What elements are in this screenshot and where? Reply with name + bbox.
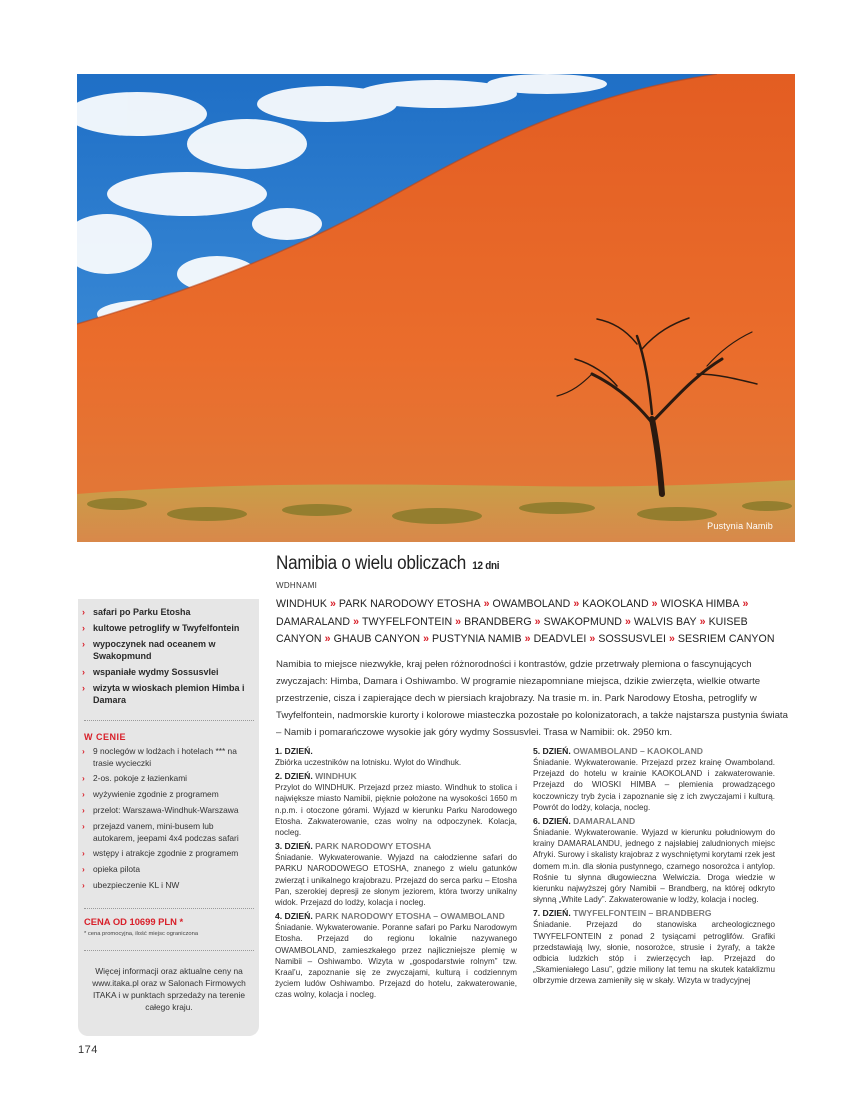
day-number: 4. DZIEŃ. xyxy=(275,911,313,922)
itinerary-day xyxy=(275,745,517,768)
list-item-text: wizyta w wioskach plemion Himba i Damara xyxy=(93,683,245,705)
day-description: Śniadanie. Wykwaterowanie. Wyjazd w kierunku południowym do krainy DAMARALANDU, jednego z najsłabiej zaludnionych miejsc Afryki. Surowy i skalisty krajobraz z wyschniętymi korytami rzek jest domem m.in. dla słonia pustynnego, czarnego nosorożca i antylop. Rośnie tu słynna długowieczna Welwiczia. Droga wiedzie w kierunku najwyższej góry Namibii – Brandberg, na której odkryto słynną „White Lady”. Zakwaterowanie w lodży, kolacja i nocleg. xyxy=(533,828,775,905)
day-heading xyxy=(275,770,517,782)
day-heading xyxy=(533,745,775,757)
chevron-right-icon: › xyxy=(82,805,85,816)
list-item xyxy=(82,773,256,785)
list-item xyxy=(82,746,256,769)
route-separator: » xyxy=(321,633,334,645)
route-stop: PUSTYNIA NAMIB xyxy=(432,633,522,645)
route-stop: KUISEB CANYON xyxy=(276,615,748,645)
divider xyxy=(84,720,254,721)
day-number: 2. DZIEŃ. xyxy=(275,771,313,782)
divider xyxy=(84,950,254,951)
day-heading xyxy=(533,907,775,919)
route-stop: SOSSUSVLEI xyxy=(598,633,666,645)
price-label: CENA OD 10699 PLN * xyxy=(84,916,184,927)
route-stop: SESRIEM CANYON xyxy=(677,633,775,645)
hero-photo xyxy=(77,74,795,542)
route-separator: » xyxy=(739,598,749,610)
chevron-right-icon: › xyxy=(82,746,85,756)
list-item-text: opieka pilota xyxy=(93,864,141,875)
day-place: OWAMBOLAND – KAOKOLAND xyxy=(573,746,703,756)
itinerary-day xyxy=(533,907,775,986)
route-separator: » xyxy=(350,615,363,628)
route-stop: WALVIS BAY xyxy=(633,615,697,628)
day-number: 1. DZIEŃ. xyxy=(275,746,313,756)
route-stop: OWAMBOLAND xyxy=(492,598,571,610)
route-separator: » xyxy=(665,633,678,645)
list-item-text: wspaniałe wydmy Sossusvlei xyxy=(93,667,219,677)
day-description: Śniadanie. Wykwaterowanie. Wyjazd na całodzienne safari do PARKU NARODOWEGO ETOSHA, znanego z wielu gatunków zwierząt i unikalnego krajobrazu. Przejazd do serca parku – Etosha Pan, szerokiej depresji ze słonym jeziorem, która tworzy unikalny widok. Przejazd do lodży, kolacja i nocleg. xyxy=(275,853,517,908)
route-stop: BRANDBERG xyxy=(464,615,532,628)
page-number: 174 xyxy=(78,1044,98,1056)
list-item xyxy=(82,666,256,678)
chevron-right-icon: › xyxy=(82,821,85,832)
day-place: TWYFELFONTEIN – BRANDBERG xyxy=(573,908,712,919)
divider xyxy=(84,908,254,909)
day-description: Przylot do WINDHUK. Przejazd przez miasto. Windhuk to stolica i największe miasto Namibii, pięknie położone na wysokości 1650 m n.p.m. i otoczone górami. Wyjazd w kierunku Parku Narodowego Etosha. Zakwaterowanie, czas wolny na odpoczynek. Kolacja, nocleg. xyxy=(275,783,517,838)
day-heading xyxy=(533,815,775,827)
list-item xyxy=(82,848,256,860)
route-stop: WIOSKA HIMBA xyxy=(660,598,740,610)
itinerary-column-2 xyxy=(533,745,775,989)
day-heading xyxy=(275,910,517,922)
route-separator: » xyxy=(420,633,433,645)
more-info: Więcej informacji oraz aktualne ceny na www.itaka.pl oraz w Salonach Firmowych ITAKA i w punktach sprzedaży na terenie całego kraju. xyxy=(92,966,246,1012)
day-place: WINDHUK xyxy=(315,771,357,782)
route-stop: DAMARALAND xyxy=(276,615,351,628)
tour-title xyxy=(276,553,499,575)
route-separator: » xyxy=(570,598,583,610)
chevron-right-icon: › xyxy=(82,607,85,617)
route-stop: DEADVLEI xyxy=(533,633,587,645)
route-separator: » xyxy=(531,615,544,628)
chevron-right-icon: › xyxy=(82,623,85,633)
list-item-text: wypoczynek nad oceanem w Swakopmund xyxy=(93,639,216,661)
photo-caption: Pustynia Namib xyxy=(707,521,773,531)
included-list xyxy=(82,746,256,896)
list-item xyxy=(82,789,256,801)
list-item-text: ubezpieczenie KL i NW xyxy=(93,880,180,891)
list-item-text: wstępy i atrakcje zgodnie z programem xyxy=(93,848,239,859)
list-item xyxy=(82,805,256,817)
list-item-text: 9 noclegów w lodżach i hotelach *** na trasie wycieczki xyxy=(93,746,237,768)
chevron-right-icon: › xyxy=(82,683,85,693)
route-stop: TWYFELFONTEIN xyxy=(362,615,453,628)
chevron-right-icon: › xyxy=(82,789,85,800)
list-item xyxy=(82,682,256,706)
day-number: 3. DZIEŃ. xyxy=(275,841,313,852)
route-stop: SWAKOPMUND xyxy=(543,615,622,628)
route-stop: WINDHUK xyxy=(276,598,327,610)
list-item-text: wyżywienie zgodnie z programem xyxy=(93,789,219,800)
departure-label: WDHNAMI xyxy=(276,581,318,590)
desert-dune-image xyxy=(77,74,795,542)
route-separator: » xyxy=(326,598,339,610)
tour-title-text: Namibia o wielu obliczach xyxy=(276,553,466,574)
day-place: DAMARALAND xyxy=(573,816,636,827)
list-item xyxy=(82,622,256,634)
itinerary-day xyxy=(533,745,775,813)
list-item-text: przejazd vanem, mini-busem lub autokarem, jeepami 4x4 podczas safari xyxy=(93,821,239,843)
included-heading: W CENIE xyxy=(84,732,127,742)
tour-duration: 12 dni xyxy=(472,560,500,572)
route-separator: » xyxy=(621,615,634,628)
itinerary-day xyxy=(275,910,517,1000)
itinerary-column-1 xyxy=(275,745,517,1003)
day-number: 7. DZIEŃ. xyxy=(533,908,571,919)
chevron-right-icon: › xyxy=(82,667,85,677)
route-list xyxy=(276,596,796,649)
chevron-right-icon: › xyxy=(82,848,85,859)
route-separator: » xyxy=(480,598,493,610)
list-item-text: safari po Parku Etosha xyxy=(93,607,191,617)
route-separator: » xyxy=(696,615,709,628)
route-stop: KAOKOLAND xyxy=(582,598,649,610)
itinerary-day xyxy=(533,815,775,905)
list-item-text: przelot: Warszawa-Windhuk-Warszawa xyxy=(93,805,239,816)
chevron-right-icon: › xyxy=(82,639,85,649)
route-stop: GHAUB CANYON xyxy=(333,633,421,645)
day-heading xyxy=(275,745,517,757)
list-item-text: kultowe petroglify w Twyfelfontein xyxy=(93,623,240,633)
day-description: Śniadanie. Wykwaterowanie. Poranne safari po Parku Narodowym Etosha. Przejazd do regionu lokalnie nazywanego OWAMBOLAND, zamieszkałego przez najliczniejsze plemię w Namibii – Oshiwambo. Wizyta w „gospodarstwie rolnym” tzw. Kraal’u, zapoznanie się ze zwyczajami, kulturą i codziennym życiem ludów Oshiwambo. Przejazd do hotelu, zakwaterowanie, czas wolny, kolacja i nocleg. xyxy=(275,923,517,1000)
list-item xyxy=(82,606,256,618)
list-item-text: 2-os. pokoje z łazienkami xyxy=(93,773,188,784)
route-separator: » xyxy=(452,615,465,628)
day-number: 6. DZIEŃ. xyxy=(533,816,571,827)
day-description: Zbiórka uczestników na lotnisku. Wylot do Windhuk. xyxy=(275,758,462,767)
day-description: Śniadanie. Przejazd do stanowiska archeologicznego TWYFELFONTEIN z ponad 2 tysiącami petroglifów. Grafiki przedstawiają lwy, słonie, nosorożce, strusie i żyrafy, a także odbicia ludzkich stóp i zwierzęcych łap. Przejazd do „Skamieniałego Lasu”, gdzie miliony lat temu na skutek kataklizmu olbrzymie drzewa zamieniły się w skały. Wizyta w tradycyjnej xyxy=(533,920,775,986)
day-place: PARK NARODOWY ETOSHA xyxy=(315,841,432,852)
day-place: PARK NARODOWY ETOSHA – OWAMBOLAND xyxy=(315,911,505,922)
title-block xyxy=(276,553,796,575)
highlights-list xyxy=(82,606,256,710)
route-separator: » xyxy=(648,598,661,610)
price-note: * cena promocyjna, ilość miejsc ograniczona xyxy=(84,931,199,937)
day-number: 5. DZIEŃ. xyxy=(533,746,571,756)
intro-text: Namibia to miejsce niezwykłe, kraj pełen różnorodności i kontrastów, gdzie przetrwały plemiona o fascynujących zwyczajach: Himba, Damara i Oshiwambo. W programie niezapomniane miejsca, dzikie zwierzęta, wielkie otwarte przestrzenie, cisza i zapierające dech w piersiach krajobrazy. Na trasie m. in. Park Narodowy Etosha, petroglify w Twyfelfontein, nadmorskie kurorty i kolorowe miasteczka pozostałe po kolonizatorach, a także najstarsza pustynia świata – Namib i pomarańczowe wysokie jak góry wydmy Sossusvlei. Trasa w Namibii: ok. 2950 km. xyxy=(276,659,788,738)
itinerary-day xyxy=(275,840,517,908)
itinerary-day xyxy=(275,770,517,838)
day-description: Śniadanie. Wykwaterowanie. Przejazd przez krainę Owamboland. Przejazd do hotelu w krainie KAOKOLAND i zakwaterowanie. Przejazd do WIOSKI HIMBA – plemienia prowadzącego koczowniczy tryb życia i zapoznanie się z ich zwyczajami i kulturą. Powrót do lodży, kolacja, nocleg. xyxy=(533,758,775,812)
list-item xyxy=(82,864,256,876)
route-separator: » xyxy=(586,633,599,645)
list-item xyxy=(82,880,256,892)
chevron-right-icon: › xyxy=(82,773,85,784)
route-separator: » xyxy=(521,633,534,645)
route-stop: PARK NARODOWY ETOSHA xyxy=(338,598,481,610)
chevron-right-icon: › xyxy=(82,864,85,875)
day-heading xyxy=(275,840,517,852)
list-item xyxy=(82,638,256,662)
chevron-right-icon: › xyxy=(82,880,85,891)
list-item xyxy=(82,821,256,844)
